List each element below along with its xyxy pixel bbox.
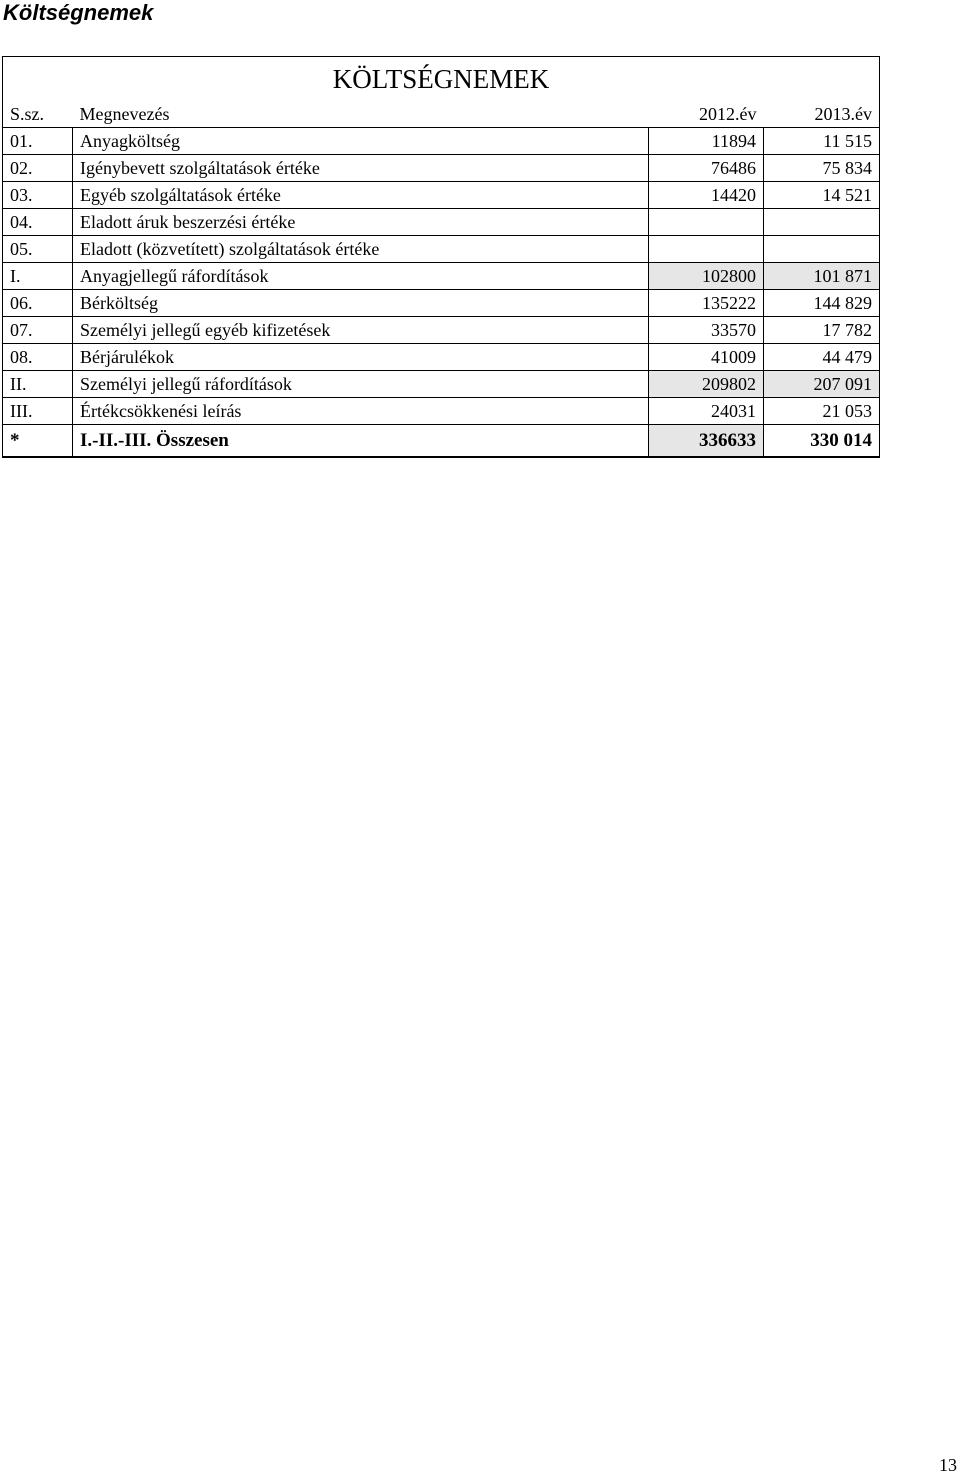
row-value-2012 (649, 209, 764, 236)
row-value-2012: 135222 (649, 290, 764, 317)
row-name: Anyagjellegű ráfordítások (73, 263, 649, 290)
row-value-2013: 144 829 (764, 290, 880, 317)
table-row (3, 155, 880, 182)
column-header-2013: 2013.év (764, 101, 880, 128)
table-row (3, 236, 880, 263)
table-row-subtotal (3, 371, 880, 398)
row-value-2012: 209802 (649, 371, 764, 398)
row-value-2013 (764, 209, 880, 236)
row-no: II. (3, 371, 73, 398)
row-name: Eladott (közvetített) szolgáltatások értéke (73, 236, 649, 263)
row-name: Anyagköltség (73, 128, 649, 155)
column-header-2012: 2012.év (699, 104, 757, 124)
row-no: 03. (3, 182, 73, 209)
table-row (3, 344, 880, 371)
table-header-row (3, 101, 880, 128)
table-row-subtotal (3, 398, 880, 425)
row-value-2013: 44 479 (764, 344, 880, 371)
row-value-2012: 76486 (649, 155, 764, 182)
row-name: Bérköltség (73, 290, 649, 317)
page-header-title: Költségnemek (3, 0, 154, 25)
row-value-2013: 17 782 (764, 317, 880, 344)
table-row (3, 128, 880, 155)
row-value-2013: 11 515 (764, 128, 880, 155)
row-value-2013: 75 834 (764, 155, 880, 182)
row-value-2012 (649, 236, 764, 263)
row-no: 06. (3, 290, 73, 317)
table-total-row (3, 425, 880, 458)
column-header-no: S.sz. (3, 101, 73, 128)
table-row (3, 209, 880, 236)
total-value-2012: 336633 (649, 425, 764, 458)
table-row (3, 290, 880, 317)
row-name: Igénybevett szolgáltatások értéke (73, 155, 649, 182)
row-value-2013 (764, 236, 880, 263)
cost-types-table (2, 56, 880, 458)
row-value-2012: 102800 (649, 263, 764, 290)
table-row (3, 182, 880, 209)
row-value-2012: 33570 (649, 317, 764, 344)
row-name: Személyi jellegű egyéb kifizetések (73, 317, 649, 344)
total-value-2013: 330 014 (764, 425, 880, 458)
row-value-2013: 21 053 (764, 398, 880, 425)
column-header-name: Megnevezés (79, 104, 170, 124)
table-title-row (3, 57, 880, 102)
total-name: I.-II.-III. Összesen (73, 425, 649, 458)
row-no: III. (3, 398, 73, 425)
row-value-2013: 14 521 (764, 182, 880, 209)
row-no: 02. (3, 155, 73, 182)
row-name: Eladott áruk beszerzési értéke (73, 209, 649, 236)
row-value-2012: 24031 (649, 398, 764, 425)
row-value-2012: 41009 (649, 344, 764, 371)
row-value-2013: 101 871 (764, 263, 880, 290)
table-row (3, 317, 880, 344)
row-no: 04. (3, 209, 73, 236)
row-name: Egyéb szolgáltatások értéke (73, 182, 649, 209)
page-number: 13 (939, 1455, 957, 1475)
row-no: 07. (3, 317, 73, 344)
row-name: Értékcsökkenési leírás (73, 398, 649, 425)
row-no: 05. (3, 236, 73, 263)
row-name: Személyi jellegű ráfordítások (73, 371, 649, 398)
row-no: 01. (3, 128, 73, 155)
row-value-2012: 14420 (649, 182, 764, 209)
row-value-2013: 207 091 (764, 371, 880, 398)
row-value-2012: 11894 (649, 128, 764, 155)
row-name: Bérjárulékok (73, 344, 649, 371)
row-no: I. (3, 263, 73, 290)
table-title: KÖLTSÉGNEMEK (3, 57, 880, 102)
total-no: * (3, 425, 73, 458)
table-row-subtotal (3, 263, 880, 290)
row-no: 08. (3, 344, 73, 371)
